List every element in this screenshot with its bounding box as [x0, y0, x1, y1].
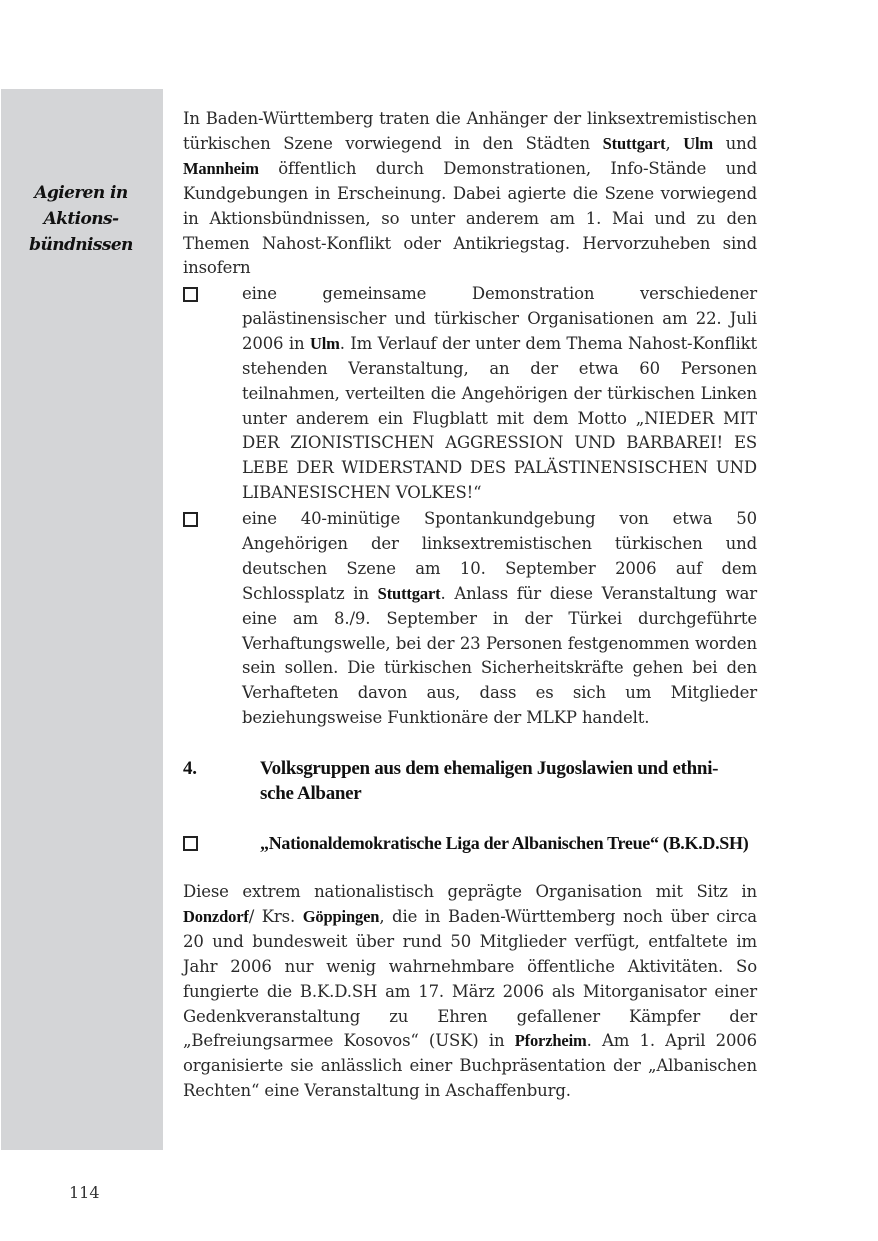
- text-run: . Am 1. April 2006 organisierte sie anlässlich einer Buchpräsentation der „Albanischen Rechten“ eine Veranstaltung in Aschaffenburg.: [183, 1031, 757, 1101]
- margin-note-line: bündnissen: [29, 235, 133, 255]
- intro-paragraph: [183, 107, 757, 281]
- bullet-paragraph: [242, 282, 757, 506]
- city-name: Göppingen: [302, 906, 380, 926]
- city-name: Stuttgart: [602, 133, 666, 153]
- section-title-line: sche Albaner: [260, 783, 362, 804]
- intro-paragraph-block: [183, 107, 757, 281]
- text-run: und: [712, 133, 757, 153]
- margin-note-line: Agieren in: [34, 183, 128, 203]
- city-name: Stuttgart: [377, 583, 441, 603]
- text-run: eine 40-minütige Spontankundgebung von etwa 50 Angehörigen der linksextremistischen türkischen und deutschen Szene am 10. September 2006 auf dem Schlossplatz in: [242, 509, 757, 603]
- city-name: Mannheim: [183, 158, 259, 178]
- margin-note-line: Aktions-: [43, 209, 119, 229]
- bullet-item: [242, 507, 757, 731]
- closing-paragraph: [183, 880, 757, 1104]
- subsection-title: „Nationaldemokratische Liga der Albanischen Treue“ (B.K.D.SH): [260, 833, 749, 853]
- text-run: . Anlass für diese Veranstaltung war eine am 8./9. September in der Türkei durchgeführte Verhaftungswelle, bei der 23 Personen festgenommen worden sein sollen. Die türkischen Sicherheitskräfte gehen bei den Verhafteten davon aus, dass es sich um Mitglieder beziehungsweise Funktionäre der MLKP handelt.: [242, 583, 757, 728]
- bullet-paragraph: [242, 507, 757, 731]
- section-title: [260, 756, 760, 806]
- text-run: . Im Verlauf der unter dem Thema Nahost-Konflikt stehenden Veranstaltung, an der etwa 60 Personen teilnahmen, verteilten die Angehörigen der türkischen Linken unter anderem ein Flugblatt mit dem Motto „NIEDER MIT DER ZIONISTISCHEN AGGRESSION UND BARBAREI! ES LEBE DER WIDERSTAND DES PALÄSTINENSISCHEN UND LIBANESISCHEN VOLKES!“: [242, 333, 758, 503]
- closing-paragraph-block: [183, 880, 757, 1104]
- checkbox-bullet-icon: [183, 512, 198, 527]
- text-run: Diese extrem nationalistisch geprägte Organisation mit Sitz in: [183, 882, 757, 901]
- page-number: 114: [69, 1183, 100, 1202]
- city-name: Ulm: [309, 333, 340, 353]
- city-name: Donzdorf: [183, 906, 249, 926]
- city-name: Pforzheim: [514, 1031, 587, 1051]
- city-name: Ulm: [683, 133, 713, 153]
- text-run: eine gemeinsame Demonstration verschiedener palästinensischer und türkischer Organisationen am 22. Juli 2006 in: [242, 284, 757, 353]
- section-number: 4.: [183, 758, 197, 779]
- text-run: In Baden-Württemberg traten die Anhänger der linksextremistischen türkischen Szene vorwiegend in den Städten: [183, 109, 757, 153]
- margin-note: [16, 180, 146, 258]
- checkbox-bullet-icon: [183, 287, 198, 302]
- bullet-item: [242, 282, 757, 506]
- text-run: / Krs.: [248, 906, 303, 926]
- text-run: , die in Baden-Württemberg noch über circa 20 und bundesweit über rund 50 Mitglieder verfügt, entfaltete im Jahr 2006 nur wenig wahrnehmbare öffentliche Aktivitäten. So fungierte die B.K.D.SH am 17. März 2006 als Mitorganisator einer Gedenkveranstaltung zu Ehren gefallener Kämpfer der „Befreiungsarmee Kosovos“ (USK) in: [183, 906, 757, 1051]
- text-run: ,: [665, 133, 684, 153]
- checkbox-bullet-icon: [183, 836, 198, 851]
- section-title-line: Volksgruppen aus dem ehemaligen Jugoslawien und ethni-: [260, 758, 719, 779]
- text-run: öffentlich durch Demonstrationen, Info-Stände und Kundgebungen in Erscheinung. Dabei agierte die Szene vorwiegend in Aktionsbündnissen, so unter anderem am 1. Mai und zu den Themen Nahost-Konflikt oder Antikriegstag. Hervorzuheben sind insofern: [183, 158, 757, 278]
